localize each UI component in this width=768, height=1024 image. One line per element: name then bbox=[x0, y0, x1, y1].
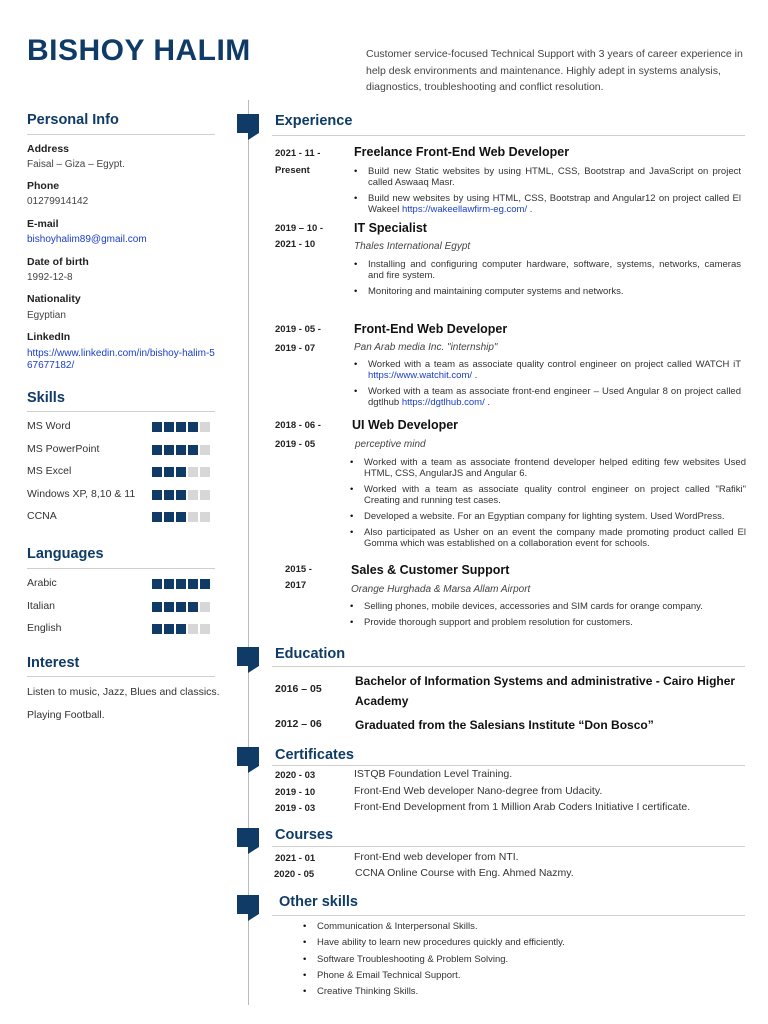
project-link[interactable]: https://www.watchit.com/ bbox=[368, 370, 473, 381]
profile-summary: Customer service-focused Technical Support with 3 years of career experience in help desk environments and maintenance. Highly adept in systems analysis, diagnostics, troubleshooting and conflict resolution. bbox=[366, 48, 743, 93]
languages-heading: Languages bbox=[27, 546, 104, 562]
level-square bbox=[188, 624, 198, 634]
job-bullets bbox=[350, 601, 746, 633]
divider bbox=[272, 765, 745, 766]
email-link[interactable]: bishoyhalim89@gmail.com bbox=[27, 234, 147, 245]
level-square bbox=[164, 422, 174, 432]
certificates-heading: Certificates bbox=[275, 747, 354, 763]
bullet-text: Selling phones, mobile devices, accessories and SIM cards for orange company. bbox=[364, 601, 703, 612]
divider bbox=[27, 134, 215, 135]
level-square bbox=[152, 624, 162, 634]
job-bullets bbox=[350, 457, 746, 554]
level-square bbox=[188, 602, 198, 612]
education-date: 2016 – 05 bbox=[275, 683, 322, 695]
job-date-start: 2015 - bbox=[285, 564, 312, 575]
level-square bbox=[200, 579, 210, 589]
level-bar bbox=[152, 512, 210, 522]
other-skill-item: • Phone & Email Technical Support. bbox=[303, 970, 565, 986]
divider bbox=[27, 411, 215, 412]
bullet-text: Worked with a team as associate frontend developer helped editing few websites Used HTML, CSS, AngularJS and Angular 6. bbox=[364, 457, 746, 479]
level-bar bbox=[152, 445, 210, 455]
divider bbox=[272, 846, 745, 847]
job-company: Thales International Egypt bbox=[354, 241, 471, 252]
nationality-label: Nationality bbox=[27, 293, 81, 305]
divider bbox=[27, 676, 215, 677]
skill-name: MS PowerPoint bbox=[27, 442, 100, 455]
job-bullet bbox=[354, 166, 741, 188]
level-square bbox=[176, 445, 186, 455]
bullet-text: . bbox=[527, 204, 533, 215]
dob-label: Date of birth bbox=[27, 256, 89, 268]
job-bullet bbox=[350, 617, 746, 628]
job-bullets bbox=[354, 166, 741, 220]
section-flag-icon bbox=[237, 828, 259, 854]
job-title: Sales & Customer Support bbox=[351, 563, 510, 577]
linkedin-link[interactable]: https://www.linkedin.com/in/bishoy-halim-567677182/ bbox=[27, 348, 215, 371]
education-date: 2012 – 06 bbox=[275, 718, 322, 730]
level-square bbox=[164, 445, 174, 455]
job-date-end: 2019 - 05 bbox=[275, 439, 316, 450]
level-square bbox=[188, 467, 198, 477]
job-date-end: 2017 bbox=[285, 580, 307, 591]
level-square bbox=[188, 490, 198, 500]
job-bullet bbox=[354, 286, 741, 297]
divider bbox=[27, 568, 215, 569]
job-bullet bbox=[350, 601, 746, 612]
candidate-name: BISHOY HALIM bbox=[27, 34, 251, 67]
divider bbox=[272, 666, 745, 667]
nationality-value: Egyptian bbox=[27, 310, 66, 321]
level-square bbox=[164, 512, 174, 522]
level-square bbox=[200, 602, 210, 612]
level-square bbox=[152, 512, 162, 522]
job-date-start: 2018 - 06 - bbox=[275, 420, 321, 431]
certificate-date: 2019 - 10 bbox=[275, 787, 316, 798]
level-square bbox=[176, 467, 186, 477]
language-name: Italian bbox=[27, 599, 56, 612]
job-bullet bbox=[350, 527, 746, 549]
email-label: E-mail bbox=[27, 218, 59, 230]
other-skill-item: • Creative Thinking Skills. bbox=[303, 986, 565, 1002]
interest-heading: Interest bbox=[27, 655, 80, 671]
job-company: Pan Arab media Inc. "internship" bbox=[354, 342, 498, 353]
project-link[interactable]: https://dgtlhub.com/ bbox=[401, 397, 485, 408]
level-square bbox=[152, 579, 162, 589]
job-title: Front-End Web Developer bbox=[354, 322, 508, 336]
level-bar bbox=[152, 602, 210, 612]
certificate-text: Front-End Development from 1 Million Arab Coders Initiative I certificate. bbox=[354, 801, 691, 813]
level-square bbox=[176, 624, 186, 634]
level-square bbox=[200, 467, 210, 477]
job-bullet bbox=[354, 359, 741, 381]
level-square bbox=[152, 445, 162, 455]
bullet-text: Installing and configuring computer hardware, software, systems, networks, cameras and fire system. bbox=[368, 259, 741, 281]
skill-name: MS Word bbox=[27, 420, 71, 432]
level-bar bbox=[152, 490, 210, 500]
bullet-text: Worked with a team as associate quality control engineer on project called WATCH iT bbox=[368, 359, 741, 370]
level-square bbox=[176, 512, 186, 522]
job-bullet bbox=[350, 457, 746, 479]
experience-heading: Experience bbox=[275, 113, 353, 129]
project-link[interactable]: https://wakeellawfirm-eg.com/ bbox=[401, 204, 528, 215]
level-square bbox=[164, 624, 174, 634]
bullet-text: . bbox=[484, 397, 491, 408]
course-date: 2021 - 01 bbox=[275, 853, 316, 864]
bullet-text: Worked with a team as associate quality control engineer on project called "Rafiki" Creating and running test cases. bbox=[364, 484, 746, 506]
skill-name: Windows XP, 8,10 & 11 bbox=[27, 487, 136, 500]
job-bullet bbox=[354, 386, 741, 408]
job-bullet bbox=[350, 484, 746, 506]
level-square bbox=[164, 602, 174, 612]
level-square bbox=[188, 579, 198, 589]
level-bar bbox=[152, 422, 210, 432]
dob-value: 1992-12-8 bbox=[27, 272, 73, 283]
level-square bbox=[176, 490, 186, 500]
job-date-start: 2021 - 11 - bbox=[275, 148, 321, 159]
section-flag-icon bbox=[237, 895, 259, 921]
skill-name: MS Excel bbox=[27, 465, 72, 478]
level-square bbox=[200, 512, 210, 522]
other-skills-heading: Other skills bbox=[279, 894, 358, 910]
education-title: Graduated from the Salesians Institute “Don Bosco” bbox=[355, 718, 654, 732]
job-date-end: Present bbox=[275, 165, 310, 176]
level-square bbox=[188, 512, 198, 522]
level-square bbox=[200, 422, 210, 432]
address-value: Faisal – Giza – Egypt. bbox=[27, 159, 125, 170]
skill-name: CCNA bbox=[27, 510, 57, 523]
job-date-start: 2019 - 05 - bbox=[275, 324, 321, 335]
certificate-date: 2020 - 03 bbox=[275, 770, 316, 781]
job-bullets bbox=[354, 359, 741, 413]
other-skill-item: • Software Troubleshooting & Problem Solving. bbox=[303, 954, 565, 970]
level-square bbox=[176, 602, 186, 612]
level-square bbox=[200, 490, 210, 500]
job-bullet bbox=[354, 259, 741, 281]
language-name: English bbox=[27, 622, 62, 635]
job-company: perceptive mind bbox=[355, 439, 426, 450]
level-square bbox=[188, 445, 198, 455]
section-flag-icon bbox=[237, 647, 259, 673]
language-name: Arabic bbox=[27, 577, 57, 589]
job-title: IT Specialist bbox=[354, 221, 427, 235]
job-company: Orange Hurghada & Marsa Allam Airport bbox=[351, 584, 531, 595]
level-square bbox=[200, 624, 210, 634]
level-square bbox=[152, 490, 162, 500]
job-title: Freelance Front-End Web Developer bbox=[354, 145, 570, 159]
level-square bbox=[176, 422, 186, 432]
section-flag-icon bbox=[237, 114, 259, 140]
level-square bbox=[164, 467, 174, 477]
interest-item: Listen to music, Jazz, Blues and classics. bbox=[27, 686, 220, 698]
course-text: CCNA Online Course with Eng. Ahmed Nazmy. bbox=[355, 867, 574, 879]
phone-label: Phone bbox=[27, 180, 60, 192]
level-square bbox=[152, 467, 162, 477]
job-bullet bbox=[354, 193, 741, 215]
certificate-text: ISTQB Foundation Level Training. bbox=[354, 768, 513, 780]
job-date-start: 2019 – 10 - bbox=[275, 223, 324, 234]
bullet-text: Provide thorough support and problem resolution for customers. bbox=[364, 617, 633, 628]
level-square bbox=[164, 490, 174, 500]
address-label: Address bbox=[27, 143, 70, 155]
job-title: UI Web Developer bbox=[352, 418, 459, 432]
timeline-line bbox=[248, 100, 249, 1005]
bullet-text: Developed a website. For an Egyptian company for lighting system. Used WordPress. bbox=[364, 511, 725, 522]
level-square bbox=[188, 422, 198, 432]
level-bar bbox=[152, 467, 210, 477]
course-text: Front-End web developer from NTI. bbox=[354, 851, 519, 863]
job-date-end: 2019 - 07 bbox=[275, 343, 316, 354]
education-title: Bachelor of Information Systems and administrative - Cairo Higher Academy bbox=[355, 674, 736, 708]
education-heading: Education bbox=[275, 646, 346, 662]
section-flag-icon bbox=[237, 747, 259, 773]
other-skills-list bbox=[303, 921, 565, 1002]
level-square bbox=[164, 579, 174, 589]
bullet-text: . bbox=[472, 370, 478, 381]
level-square bbox=[200, 445, 210, 455]
level-square bbox=[152, 602, 162, 612]
bullet-text: Build new Static websites by using HTML, CSS, Bootstrap and JavaScript on project called Aswaaq Masr. bbox=[368, 166, 741, 188]
level-square bbox=[176, 579, 186, 589]
certificate-text: Front-End Web developer Nano-degree from Udacity. bbox=[354, 785, 603, 797]
courses-heading: Courses bbox=[275, 827, 334, 843]
other-skill-item: • Have ability to learn new procedures quickly and efficiently. bbox=[303, 937, 565, 953]
course-date: 2020 - 05 bbox=[274, 869, 315, 880]
interest-item: Playing Football. bbox=[27, 709, 105, 721]
job-bullets bbox=[354, 259, 741, 302]
job-date-end: 2021 - 10 bbox=[275, 239, 316, 250]
level-bar bbox=[152, 624, 210, 634]
divider bbox=[272, 915, 745, 916]
linkedin-label: LinkedIn bbox=[27, 331, 71, 343]
bullet-text: Also participated as Usher on an event the company made promoting product called El Gomma which was established on a collaboration event for schools. bbox=[364, 527, 746, 549]
phone-value: 01279914142 bbox=[27, 196, 89, 207]
job-bullet bbox=[350, 511, 746, 522]
other-skill-item: • Communication & Interpersonal Skills. bbox=[303, 921, 565, 937]
bullet-text: Build new websites by using HTML, CSS, Bootstrap and Angular12 on project called El Wakeel bbox=[368, 193, 741, 215]
skills-heading: Skills bbox=[27, 390, 65, 406]
level-square bbox=[152, 422, 162, 432]
bullet-text: Monitoring and maintaining computer systems and networks. bbox=[368, 286, 624, 297]
divider bbox=[272, 135, 745, 136]
level-bar bbox=[152, 579, 210, 589]
personal-info-heading: Personal Info bbox=[27, 112, 119, 128]
certificate-date: 2019 - 03 bbox=[275, 803, 316, 814]
bullet-text: Worked with a team as associate front-end engineer – Used Angular 8 on project called dgtlhub bbox=[368, 386, 741, 408]
